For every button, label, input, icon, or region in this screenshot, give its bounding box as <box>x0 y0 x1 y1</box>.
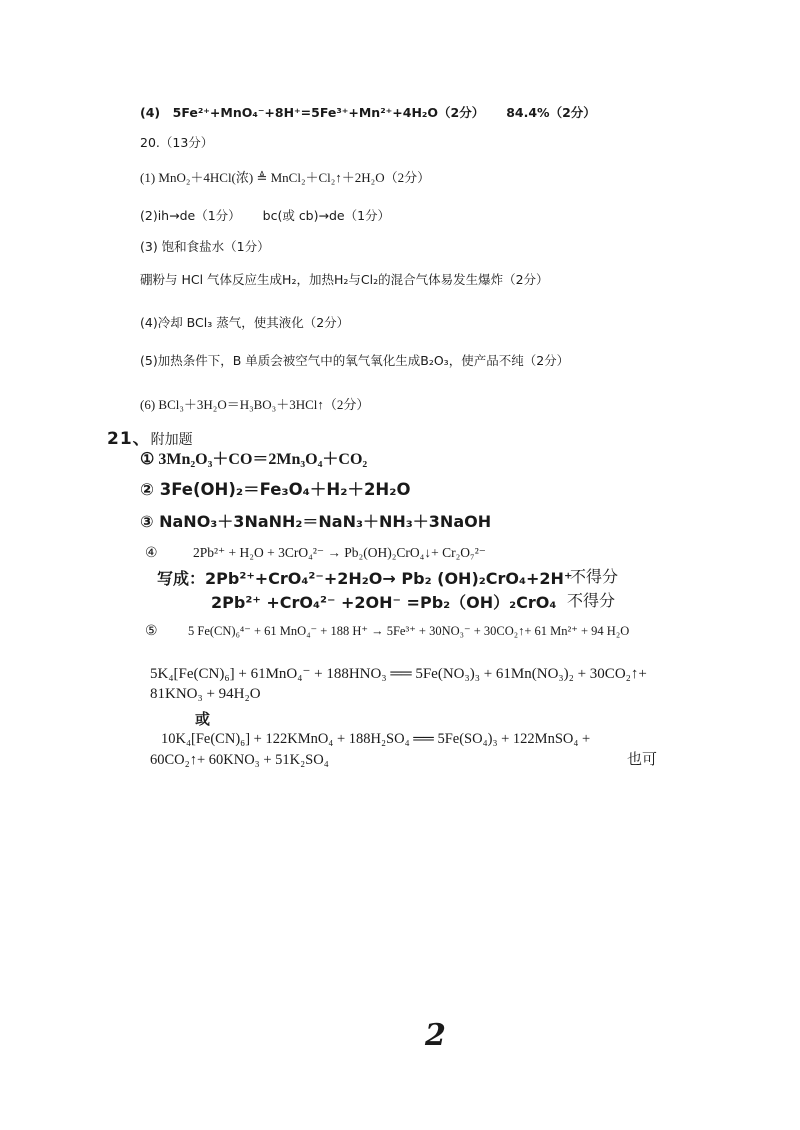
answer-21-5-alt-2-line-2: 60CO₂↑+ 60KNO₃ + 51K₂SO₄ <box>150 752 329 768</box>
page-number: 2 <box>425 1018 446 1053</box>
question-21-title: 附加题 <box>150 432 193 448</box>
answer-21-4-wrong-2: 2Pb²⁺ +CrO₄²⁻ +2OH⁻ =Pb₂（OH）₂CrO₄ <box>211 593 557 612</box>
answer-20-5: (5)加热条件下，B 单质会被空气中的氧气氧化生成B₂O₃，使产品不纯（2分） <box>140 353 570 368</box>
answer-21-4-wrong-2-note: 不得分 <box>567 591 616 610</box>
answer-20-2b: bc(或 cb)→de（1分） <box>262 208 391 223</box>
answer-4-text: (4) 5Fe²⁺+MnO₄⁻+8H⁺=5Fe³⁺+Mn²⁺+4H₂O（2分） <box>140 105 485 120</box>
answer-21-4 <box>145 542 158 561</box>
answer-21-4-equation: 2Pb²⁺ + H₂O + 3CrO₄²⁻ → Pb₂(OH)₂CrO₄↓+ Cr₂O₇²⁻ <box>193 545 486 560</box>
answer-4-equation <box>140 103 596 121</box>
answer-21-5-alt-2-line-1: 10K₄[Fe(CN)₆] + 122KMnO₄ + 188H₂SO₄ ══ 5Fe(SO₄)₃ + 122MnSO₄ + <box>161 731 591 747</box>
answer-20-3: (3) 饱和食盐水（1分） <box>140 239 270 254</box>
answer-20-2 <box>140 206 390 224</box>
answer-21-5-equation: 5 Fe(CN)₆⁴⁻ + 61 MnO₄⁻ + 188 H⁺ → 5Fe³⁺ + 30NO₃⁻ + 30CO₂↑+ 61 Mn²⁺ + 94 H₂O <box>188 624 630 638</box>
answer-20-6: (6) BCl₃＋3H₂O＝H₃BO₃＋3HCl↑（2分） <box>140 397 370 412</box>
answer-21-5-alt-1-line-1: 5K₄[Fe(CN)₆] + 61MnO₄⁻ + 188HNO₃ ══ 5Fe(NO₃)₃ + 61Mn(NO₃)₂ + 30CO₂↑+ <box>150 666 647 682</box>
answer-20-2a: (2)ih→de（1分） <box>140 208 241 223</box>
answer-4-percent: 84.4%（2分） <box>506 105 596 120</box>
answer-20-3-explanation: 硼粉与 HCl 气体反应生成H₂，加热H₂与Cl₂的混合气体易发生爆炸（2分） <box>140 272 549 287</box>
answer-21-1: ① 3Mn₂O₃＋CO＝2Mn₃O₄＋CO₂ <box>140 451 368 468</box>
answer-21-3: ③ NaNO₃＋3NaNH₂＝NaN₃＋NH₃＋3NaOH <box>140 512 492 531</box>
answer-20-1: (1) MnO₂＋4HCl(浓) ≜ MnCl₂＋Cl₂↑＋2H₂O（2分） <box>140 170 431 185</box>
answer-21-5-number: ⑤ <box>145 623 158 639</box>
also-acceptable-note: 也可 <box>627 750 658 768</box>
answer-21-5-alt-1-line-2: 81KNO₃ + 94H₂O <box>150 686 261 702</box>
answer-21-4-number: ④ <box>145 545 158 561</box>
or-label: 或 <box>195 710 211 728</box>
question-20-heading: 20.（13分） <box>140 135 214 150</box>
answer-20-4: (4)冷却 BCl₃ 蒸气，使其液化（2分） <box>140 315 350 330</box>
question-21-number: 21、 <box>107 429 151 449</box>
answer-21-5 <box>145 620 158 639</box>
answer-21-2: ② 3Fe(OH)₂＝Fe₃O₄＋H₂＋2H₂O <box>140 480 411 499</box>
answer-21-4-wrong-1: 写成：2Pb²⁺+CrO₄²⁻+2H₂O→ Pb₂ (OH)₂CrO₄+2H⁺ <box>157 569 573 588</box>
answer-21-4-wrong-1-note: 不得分 <box>570 567 619 586</box>
